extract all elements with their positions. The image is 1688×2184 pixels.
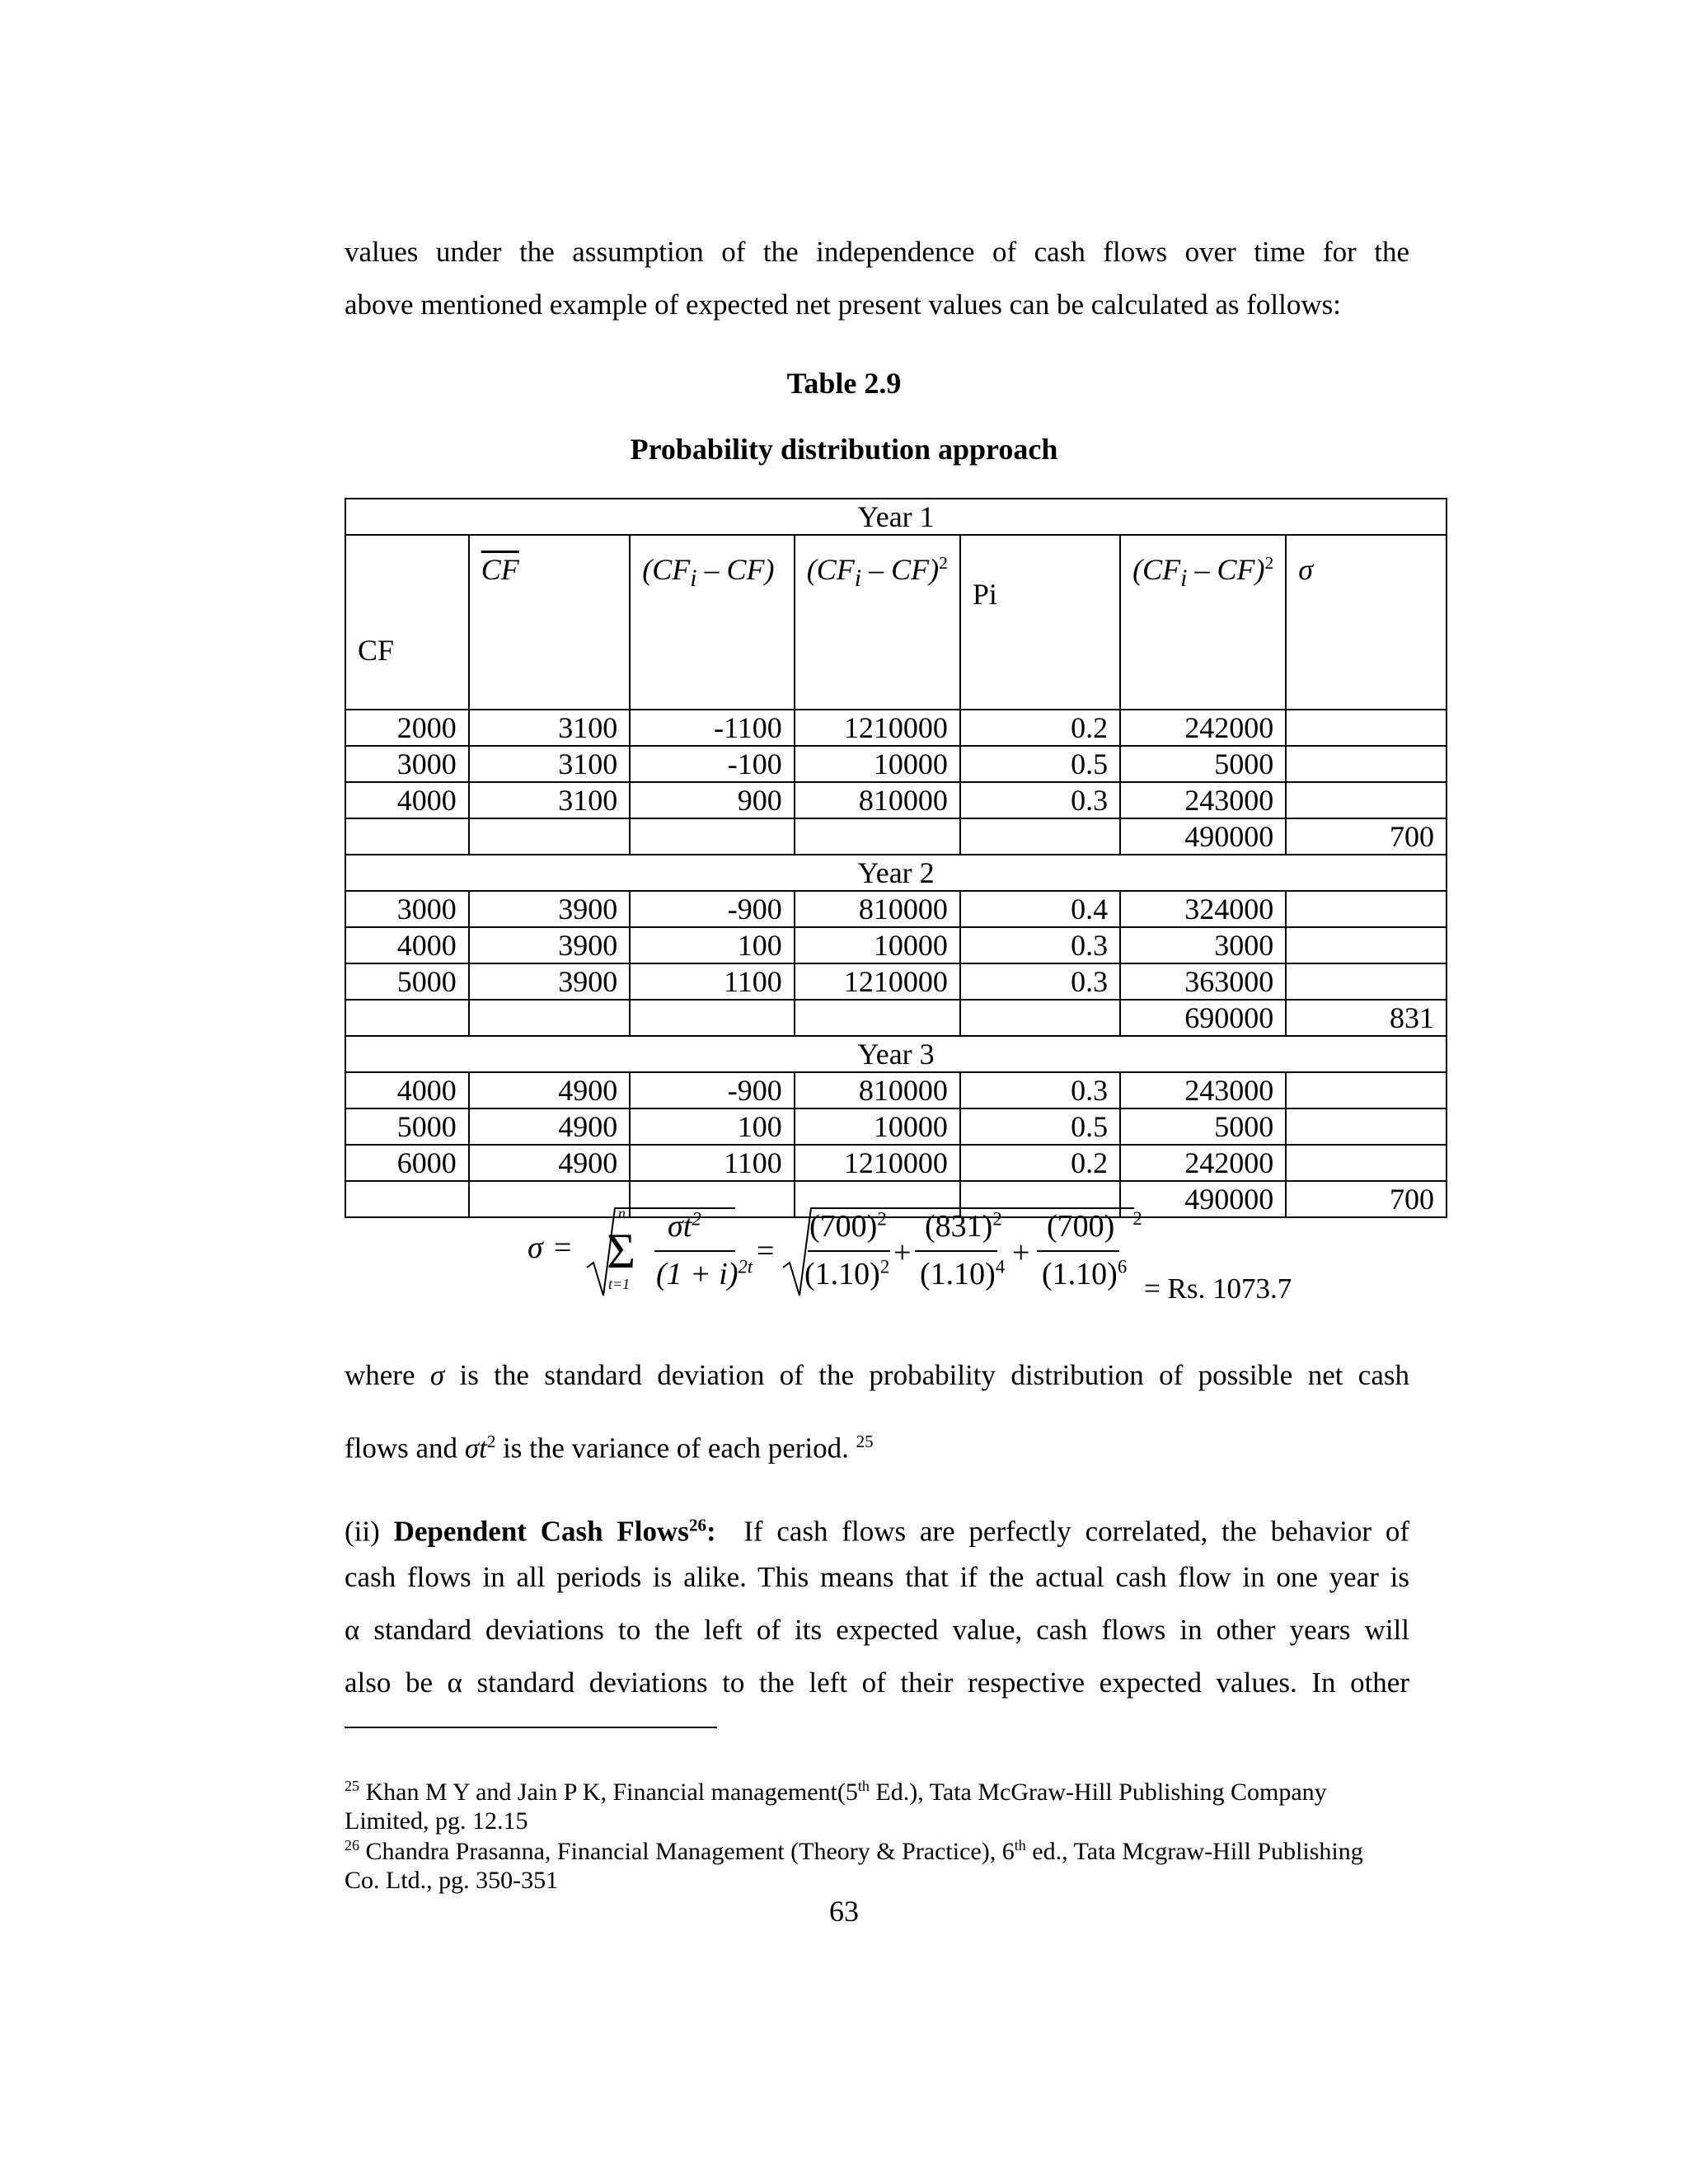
table-cell: 324000 (1120, 891, 1286, 927)
term-1-num: $(700)^2$ (809, 1208, 887, 1244)
formula-numerator: $\sigma t^2$ (668, 1208, 701, 1244)
sum-lower: t=1 (608, 1276, 631, 1292)
header-deviation: $(CF_i - CF)$ (630, 535, 795, 710)
table-cell: 3100 (469, 746, 631, 782)
table-cell: 4900 (469, 1072, 631, 1108)
table-row (345, 746, 1447, 782)
table-cell: 5000 (1120, 1108, 1286, 1145)
table-cell: 0.3 (960, 1072, 1120, 1108)
table-cell: 5000 (345, 1108, 469, 1145)
formula-sigma: σ (528, 1230, 543, 1265)
table-cell: 810000 (795, 782, 960, 818)
text-line: (ii) Dependent Cash Flows$^{26}$: If cash flows are perfectly correlated, the behavior of (345, 1515, 1410, 1548)
table-cell: 1100 (630, 1145, 795, 1181)
table-title: Table 2.9 (786, 367, 902, 400)
formula-result: = Rs. 1073.7 (1144, 1272, 1292, 1305)
table-cell: 242000 (1120, 1145, 1286, 1181)
table-cell: 3100 (469, 782, 631, 818)
table-cell: 1210000 (795, 1145, 960, 1181)
page-number: 63 (829, 1895, 859, 1928)
where-paragraph (345, 1352, 1409, 1465)
term-3-den: $(1.10)^6$ (1042, 1256, 1128, 1291)
table-total-row: 690000 831 (345, 1000, 1447, 1036)
table-cell (1286, 1072, 1447, 1108)
term-2-den: $(1.10)^4$ (920, 1256, 1006, 1291)
table-cell: 0.3 (960, 782, 1120, 818)
table-cell: 810000 (795, 1072, 960, 1108)
footnote-26: $^{26}$ Chandra Prasanna, Financial Management (Theory & Practice), 6th ed., Tata Mcgraw-Hill Publishing Co. Ltd., pg. 350-351 (345, 1837, 1363, 1894)
table-cell: -100 (630, 746, 795, 782)
header-cf: CF (345, 535, 469, 710)
text-line: values under the assumption of the independence of cash flows over time for the (345, 236, 1409, 268)
table-cell: 243000 (1120, 782, 1286, 818)
table-row (345, 1108, 1447, 1145)
table-cell: 0.2 (960, 710, 1120, 746)
table-row (345, 710, 1447, 746)
table-header-row (345, 535, 1447, 710)
table-cell: 10000 (795, 746, 960, 782)
table-cell: 4900 (469, 1108, 631, 1145)
table-cell: 100 (630, 927, 795, 963)
term-1-den: $(1.10)^2$ (804, 1256, 890, 1291)
table-cell: 1100 (630, 963, 795, 1000)
table-cell: 3000 (345, 746, 469, 782)
table-cell: 5000 (1120, 746, 1286, 782)
table-cell: 810000 (795, 891, 960, 927)
table-cell: 0.2 (960, 1145, 1120, 1181)
table-cell (1286, 782, 1447, 818)
table-total-row: 490000 700 (345, 1181, 1447, 1217)
text-line: cash flows in all periods is alike. This means that if the actual cash flow in one year is (345, 1561, 1409, 1593)
table-cell: 1210000 (795, 710, 960, 746)
footnote-separator (345, 1727, 717, 1728)
plus-sign: + (1012, 1235, 1030, 1270)
plus-sign: + (893, 1235, 912, 1270)
table-cell: 4000 (345, 927, 469, 963)
table-cell (1286, 746, 1447, 782)
table-cell: 10000 (795, 1108, 960, 1145)
table-cell: 3000 (345, 891, 469, 927)
text-line: flows and $\sigma t^2$ is the variance of each period. $^{25}$ (345, 1432, 874, 1465)
table-cell (1286, 927, 1447, 963)
table-row (345, 963, 1447, 1000)
year-heading: Year 2 (345, 855, 1447, 891)
year-heading: Year 1 (345, 499, 1447, 535)
table-cell: 0.5 (960, 746, 1120, 782)
header-weighted-deviation: $(CF_i - CF)^2$ (1120, 535, 1286, 710)
table-cell (1286, 1108, 1447, 1145)
header-probability: Pi (960, 535, 1120, 710)
formula-denominator: $(1 + i)^{2t}$ (656, 1256, 753, 1291)
dependent-cash-flows-paragraph (345, 1498, 1409, 1709)
table-cell: 3100 (469, 710, 631, 746)
table-cell: 0.3 (960, 963, 1120, 1000)
table-row (345, 1072, 1447, 1108)
table-row (345, 891, 1447, 927)
summation-sign: Σ (607, 1224, 635, 1278)
table-cell: 5000 (345, 963, 469, 1000)
probability-table (345, 498, 1447, 1218)
header-cf-mean: $\overline{CF}$ (469, 535, 631, 710)
table-cell: 3900 (469, 963, 631, 1000)
table-cell: -900 (630, 1072, 795, 1108)
header-sigma: σ (1286, 535, 1447, 710)
term-2-num: $(831)^2$ (925, 1208, 1002, 1244)
table-row (345, 782, 1447, 818)
table-cell: 10000 (795, 927, 960, 963)
table-cell: 4000 (345, 1072, 469, 1108)
table-total-row: 490000 700 (345, 818, 1447, 855)
table-cell: 6000 (345, 1145, 469, 1181)
table-cell: 0.4 (960, 891, 1120, 927)
table-cell: 363000 (1120, 963, 1286, 1000)
table-cell: 4000 (345, 782, 469, 818)
table-cell: 100 (630, 1108, 795, 1145)
table-cell: 3900 (469, 927, 631, 963)
table-cell: -900 (630, 891, 795, 927)
term-3-num: (700) $^2$ (1047, 1208, 1142, 1244)
table-subtitle: Probability distribution approach (630, 433, 1058, 466)
text-line: above mentioned example of expected net present values can be calculated as follows: (345, 288, 1341, 321)
text-line: α standard deviations to the left of its expected value, cash flows in other years will (345, 1614, 1409, 1646)
table-row (345, 927, 1447, 963)
text-line: where σ is the standard deviation of the probability distribution of possible net cash (345, 1359, 1409, 1391)
header-deviation-squared: $(CF_i - CF)^2$ (795, 535, 960, 710)
table-cell (1286, 891, 1447, 927)
formula-equals: = (554, 1230, 572, 1265)
table-cell: 3900 (469, 891, 631, 927)
table-cell: 242000 (1120, 710, 1286, 746)
table-cell: 243000 (1120, 1072, 1286, 1108)
table-cell: 0.3 (960, 927, 1120, 963)
table-row (345, 1145, 1447, 1181)
intro-paragraph (345, 226, 1409, 331)
table-cell: -1100 (630, 710, 795, 746)
footnote-25: $^{25}$ Khan M Y and Jain P K, Financial management(5th Ed.), Tata McGraw-Hill Publishing Company Limited, pg. 12.15 (345, 1778, 1327, 1835)
table-cell (1286, 1145, 1447, 1181)
sum-upper: n (618, 1205, 626, 1221)
table-cell: 3000 (1120, 927, 1286, 963)
formula-equals-2: = (757, 1234, 775, 1268)
text-line: also be α standard deviations to the left of their respective expected values. In other (345, 1666, 1409, 1699)
table-cell (1286, 710, 1447, 746)
table-cell (1286, 963, 1447, 1000)
table-cell: 1210000 (795, 963, 960, 1000)
year-heading: Year 3 (345, 1036, 1447, 1072)
table-cell: 0.5 (960, 1108, 1120, 1145)
table-cell: 2000 (345, 710, 469, 746)
table-cell: 900 (630, 782, 795, 818)
table-cell: 4900 (469, 1145, 631, 1181)
